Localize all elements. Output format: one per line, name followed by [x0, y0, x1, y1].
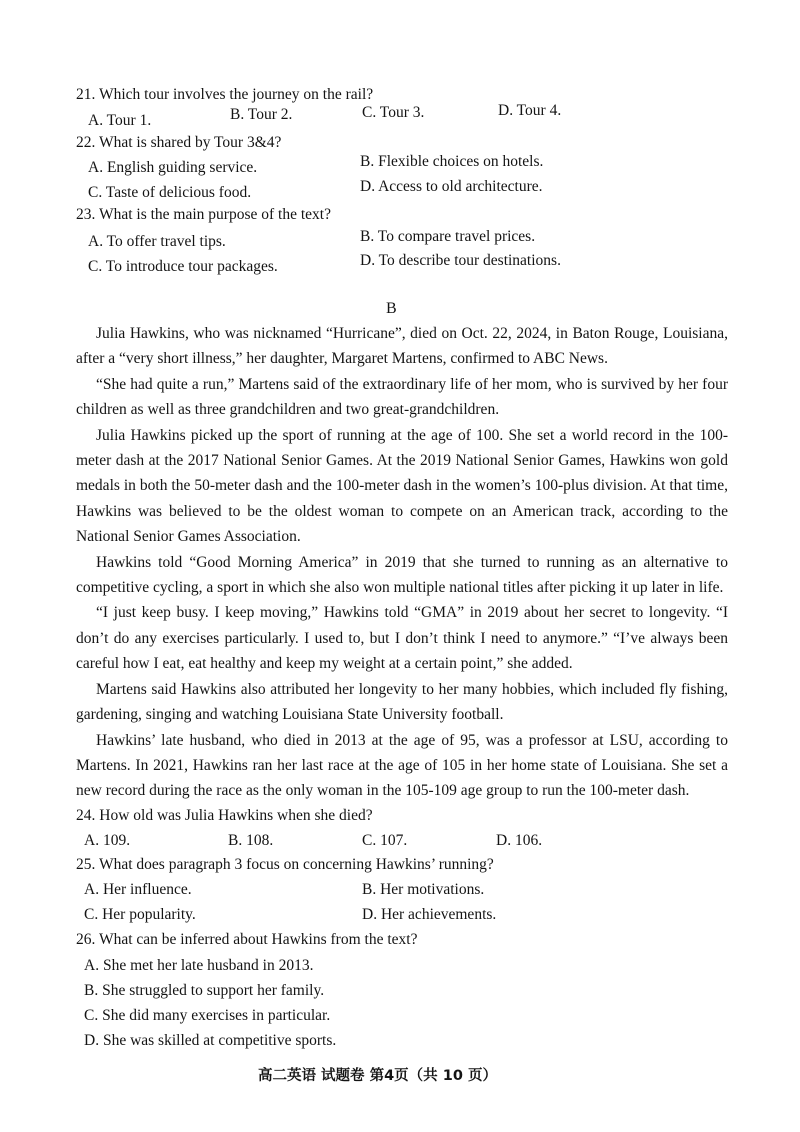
- option-23-c: C. To introduce tour packages.: [88, 258, 278, 275]
- option-26-c: C. She did many exercises in particular.: [84, 1007, 331, 1024]
- option-25-a: A. Her influence.: [84, 881, 192, 898]
- option-23-b: B. To compare travel prices.: [360, 228, 536, 245]
- question-23: 23. What is the main purpose of the text?: [76, 206, 331, 223]
- option-22-b: B. Flexible choices on hotels.: [360, 153, 544, 170]
- option-24-c: C. 107.: [362, 832, 408, 849]
- passage-paragraph: “She had quite a run,” Martens said of the extraordinary life of her mom, who is survived by her four children as well as three grandchildren and two great-grandchildren.: [76, 375, 728, 419]
- option-21-d: D. Tour 4.: [498, 102, 562, 119]
- option-22-c: C. Taste of delicious food.: [88, 184, 252, 201]
- option-21-c: C. Tour 3.: [362, 104, 425, 121]
- passage-paragraph: Martens said Hawkins also attributed her longevity to her many hobbies, which included fly fishing, gardening, singing and watching Louisiana State University football.: [76, 680, 728, 724]
- option-23-a: A. To offer travel tips.: [88, 233, 226, 250]
- page-footer: 高二英语 试题卷 第4页（共 10 页）: [258, 1068, 497, 1084]
- option-24-a: A. 109.: [84, 832, 131, 849]
- option-26-d: D. She was skilled at competitive sports.: [84, 1032, 337, 1049]
- option-21-a: A. Tour 1.: [88, 112, 152, 129]
- option-25-d: D. Her achievements.: [362, 906, 497, 923]
- option-26-a: A. She met her late husband in 2013.: [84, 957, 314, 974]
- option-22-d: D. Access to old architecture.: [360, 178, 543, 195]
- option-25-c: C. Her popularity.: [84, 906, 196, 923]
- option-22-a: A. English guiding service.: [88, 159, 258, 176]
- question-26: 26. What can be inferred about Hawkins from the text?: [76, 931, 418, 948]
- passage-paragraph: Julia Hawkins picked up the sport of running at the age of 100. She set a world record in the 100-meter dash at the 2017 National Senior Games. At the 2019 National Senior Games, Hawkins won gold medals in both the 50-meter dash and the 100-meter dash in the women’s 100-plus division. At that time, Hawkins was believed to be the oldest woman to compete on an American track, according to the National Senior Games Association.: [76, 426, 728, 546]
- passage-paragraph: Julia Hawkins, who was nicknamed “Hurricane”, died on Oct. 22, 2024, in Baton Rouge, Louisiana, after a “very short illness,” her daughter, Margaret Martens, confirmed to ABC News.: [76, 325, 728, 368]
- question-24: 24. How old was Julia Hawkins when she died?: [76, 807, 373, 824]
- option-25-b: B. Her motivations.: [362, 881, 485, 898]
- option-23-d: D. To describe tour destinations.: [360, 252, 561, 269]
- passage-paragraph: Hawkins told “Good Morning America” in 2019 that she turned to running as an alternative to competitive cycling, a sport in which she also won multiple national titles after picking it up later in life.: [76, 553, 728, 597]
- option-24-d: D. 106.: [496, 832, 543, 849]
- option-21-b: B. Tour 2.: [230, 106, 293, 123]
- option-26-b: B. She struggled to support her family.: [84, 982, 325, 999]
- question-25: 25. What does paragraph 3 focus on concerning Hawkins’ running?: [76, 856, 494, 873]
- passage-paragraph: “I just keep busy. I keep moving,” Hawkins told “GMA” in 2019 about her secret to longevity. “I don’t do any exercises particularly. I used to, but I don’t think I need to anymore.” “I’ve always been careful how I eat, eat healthy and keep my weight at a certain point,” she added.: [76, 604, 728, 673]
- option-24-b: B. 108.: [228, 832, 274, 849]
- question-22: 22. What is shared by Tour 3&4?: [76, 134, 282, 151]
- question-21: 21. Which tour involves the journey on the rail?: [76, 86, 374, 103]
- passage-paragraph: Hawkins’ late husband, who died in 2013 at the age of 95, was a professor at LSU, according to Martens. In 2021, Hawkins ran her last race at the age of 105 in her home state of Louisiana. She set a new record during the race as the only woman in the 105-109 age group to run the 100-meter dash.: [76, 731, 728, 800]
- section-heading-b: B: [386, 300, 397, 317]
- passage-b: [76, 321, 728, 804]
